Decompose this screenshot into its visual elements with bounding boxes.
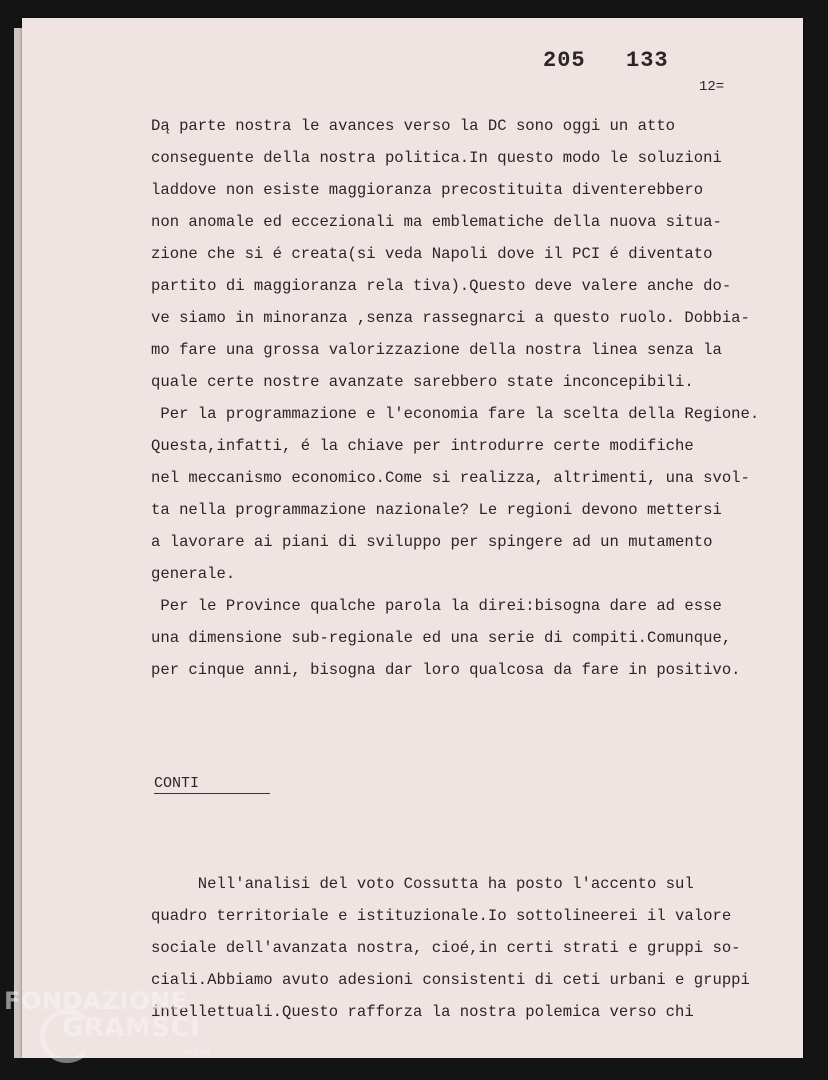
text-line: a lavorare ai piani di sviluppo per spingere ad un mutamento [151,533,713,551]
text-line: nel meccanismo economico.Come si realizza, altrimenti, una svol- [151,469,750,487]
text-line: ta nella programmazione nazionale? Le regioni devono mettersi [151,501,722,519]
text-line: Dą parte nostra le avances verso la DC sono oggi un atto [151,117,676,135]
text-line: per cinque anni, bisogna dar loro qualcosa da fare in positivo. [151,661,741,679]
text-line: sociale dell'avanzata nostra, cioé,in certi strati e gruppi so- [151,939,741,957]
text-line: una dimensione sub-regionale ed una serie di compiti.Comunque, [151,629,732,647]
section-heading: CONTI [154,775,200,792]
heading-underline [154,793,270,794]
archive-watermark [4,985,214,1075]
text-line: ve siamo in minoranza ,senza rassegnarci a questo ruolo. Dobbia- [151,309,750,327]
text-line: Per la programmazione e l'economia fare la scelta della Regione. [151,405,760,423]
text-line: quale certe nostre avanzate sarebbero state inconcepibili. [151,373,694,391]
text-line: Questa,infatti, é la chiave per introdurre certe modifiche [151,437,694,455]
text-line: zione che si é creata(si veda Napoli dove il PCI é diventato [151,245,713,263]
text-line: Nell'analisi del voto Cossutta ha posto l'accento sul [151,875,694,893]
text-line: intellettuali.Questo rafforza la nostra polemica verso chi [151,1003,694,1021]
text-line: non anomale ed eccezionali ma emblematiche della nuova situa- [151,213,722,231]
sheet-number: 12= [699,79,725,95]
archive-page-number: 205 133 [543,48,669,73]
text-line: laddove non esiste maggioranza precostituita diventerebbero [151,181,704,199]
watermark-line: onlus [184,1047,211,1058]
text-line: mo fare una grossa valorizzazione della nostra linea senza la [151,341,722,359]
text-line: Per le Province qualche parola la direi:bisogna dare ad esse [151,597,722,615]
text-line: quadro territoriale e istituzionale.Io sottolineerei il valore [151,907,732,925]
text-line: ciali.Abbiamo avuto adesioni consistenti di ceti urbani e gruppi [151,971,750,989]
text-line: generale. [151,565,236,583]
watermark-line: FONDAZIONE [4,987,188,1015]
watermark-line: GRAMSCI [62,1013,201,1043]
text-line: conseguente della nostra politica.In questo modo le soluzioni [151,149,722,167]
text-line: partito di maggioranza rela tiva).Questo deve valere anche do- [151,277,732,295]
